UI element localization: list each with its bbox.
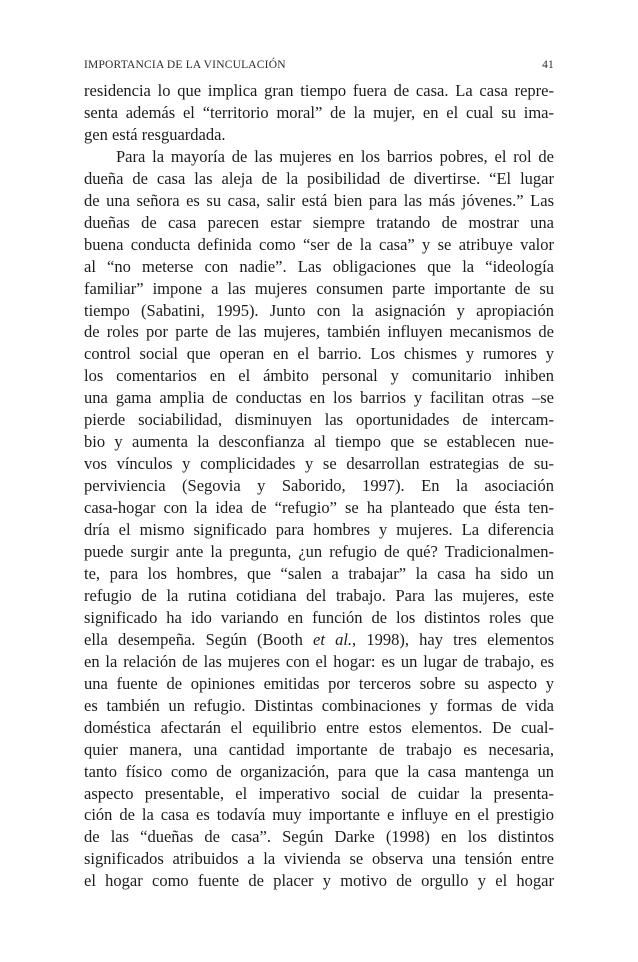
text-line: dueña de casa las aleja de la posibilidad de divertirse. “El lugar xyxy=(84,168,554,188)
text-line-citation xyxy=(84,629,554,651)
text-line: gen está resguardada. xyxy=(84,124,226,144)
text-line: tiempo (Sabatini, 1995). Junto con la asignación y apropiación xyxy=(84,300,554,320)
text-line: de roles por parte de las mujeres, también influyen mecanismos de xyxy=(84,322,554,342)
text-line: el hogar como fuente de placer y motivo de orgullo y el hogar xyxy=(84,871,554,891)
text-line: significado ha ido variando en función de los distintos roles que xyxy=(84,607,554,627)
text-line: es también un refugio. Distintas combinaciones y formas de vida xyxy=(84,695,554,715)
text-line: dueñas de casa parecen estar siempre tratando de mostrar una xyxy=(84,212,554,232)
text-line: aspecto presentable, el imperativo social de cuidar la presenta- xyxy=(84,783,554,803)
text-line: senta además el “territorio moral” de la mujer, en el cual su ima- xyxy=(84,102,554,122)
text-line: residencia lo que implica gran tiempo fuera de casa. La casa repre- xyxy=(84,81,554,100)
text-line: puede surgir ante la pregunta, ¿un refugio de qué? Tradicionalmen- xyxy=(84,542,554,562)
text-line: refugio de la rutina cotidiana del trabajo. Para las mujeres, este xyxy=(84,585,554,605)
citation-lead: ella desempeña. Según (Booth xyxy=(84,629,313,649)
text-line: una gama amplia de conductas en los barrios y facilitan otras –se xyxy=(84,388,554,408)
text-line: tanto físico como de organización, para que la casa mantenga un xyxy=(84,761,554,781)
text-line: casa-hogar con la idea de “refugio” se ha planteado que ésta ten- xyxy=(84,498,554,518)
page-number: 41 xyxy=(542,59,554,71)
text-line: bio y aumenta la desconfianza al tiempo que se establecen nue- xyxy=(84,432,554,452)
text-line: te, para los hombres, que “salen a trabajar” la casa ha sido un xyxy=(84,563,554,583)
text-line: control social que operan en el barrio. Los chismes y rumores y xyxy=(84,344,554,364)
citation-et-al: et al. xyxy=(313,629,353,649)
text-line: familiar” impone a las mujeres consumen parte importante de su xyxy=(84,278,554,298)
citation-tail: , 1998), hay tres elementos xyxy=(352,629,554,649)
text-line: los comentarios en el ámbito personal y comunitario inhiben xyxy=(84,366,554,386)
text-line: quier manera, una cantidad importante de trabajo es necesaria, xyxy=(84,739,554,759)
text-line: buena conducta definida como “ser de la casa” y se atribuye valor xyxy=(84,234,554,254)
text-line: al “no meterse con nadie”. Las obligaciones que la “ideología xyxy=(84,256,554,276)
chapter-title: IMPORTANCIA DE LA VINCULACIÓN xyxy=(84,59,286,71)
text-line: significados atribuidos a la vivienda se observa una tensión entre xyxy=(84,849,554,869)
text-line: vos vínculos y complicidades y se desarrollan estrategias de su- xyxy=(84,454,554,474)
text-line: de una señora es su casa, salir está bien para las más jóvenes.” Las xyxy=(84,190,554,210)
text-line: en la relación de las mujeres con el hogar: es un lugar de trabajo, es xyxy=(84,651,554,671)
text-line: doméstica afectarán el equilibrio entre estos elementos. De cual- xyxy=(84,717,554,737)
text-line: Para la mayoría de las mujeres en los barrios pobres, el rol de xyxy=(116,146,554,166)
text-line: pierde sociabilidad, disminuyen las oportunidades de intercam- xyxy=(84,410,554,430)
body-text xyxy=(84,80,554,892)
text-line: una fuente de opiniones emitidas por terceros sobre su aspecto y xyxy=(84,673,554,693)
text-line: perviviencia (Segovia y Saborido, 1997). En la asociación xyxy=(84,476,554,496)
text-line: dría el mismo significado para hombres y mujeres. La diferencia xyxy=(84,520,554,540)
running-header xyxy=(84,59,554,75)
text-line: ción de la casa es todavía muy importante e influye en el prestigio xyxy=(84,805,554,825)
text-line: de las “dueñas de casa”. Según Darke (1998) en los distintos xyxy=(84,827,554,847)
